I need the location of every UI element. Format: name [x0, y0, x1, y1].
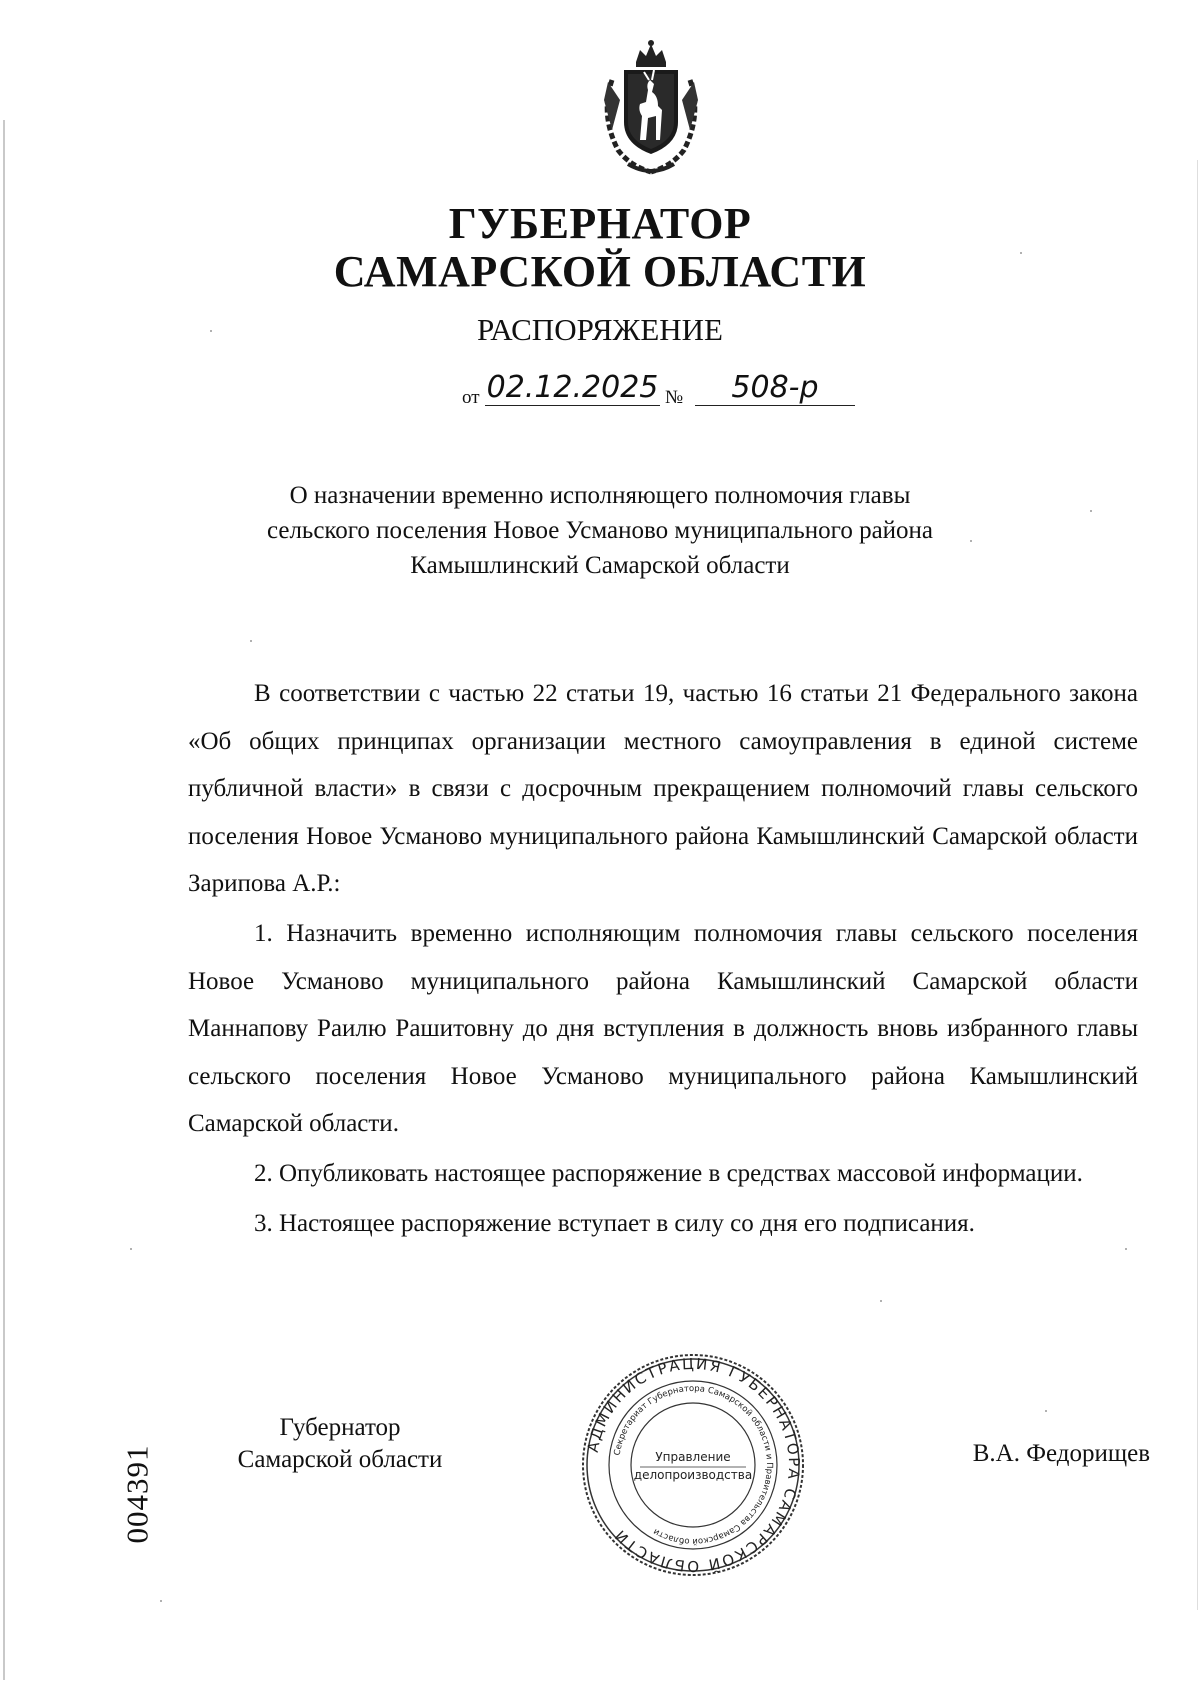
document-date: 02.12.2025 — [486, 370, 659, 405]
signatory-name: В.А. Федорищев — [972, 1440, 1150, 1467]
scan-speck — [210, 330, 212, 332]
stamp-center-line1: Управление — [655, 1450, 731, 1464]
scan-speck — [970, 540, 972, 542]
scan-edge-line-right — [1197, 160, 1198, 1610]
signatory-position-line2: Самарской области — [237, 1446, 443, 1473]
clause-2-paragraph: 2. Опубликовать настоящее распоряжение в средствах массовой информации. — [254, 1159, 1083, 1187]
scan-speck — [880, 1300, 882, 1302]
official-stamp — [578, 1350, 808, 1580]
scan-speck — [250, 640, 252, 642]
coat-of-arms-icon — [592, 40, 710, 178]
svg-text:Секретариат Губернатора Самарс — [613, 1384, 774, 1546]
preamble-paragraph: В соответствии с частью 22 статьи 19, частью 16 статьи 21 Федерального закона «Об общих принципах организации местного самоуправления в единой системе публичной власти» в связи с досрочным прекращением полномочий главы сельского поселения Новое Усманово муниципального района Камышлинский Самарской области Зарипова А.Р.: — [188, 680, 1138, 898]
clause-3-paragraph: 3. Настоящее распоряжение вступает в силу со дня его подписания. — [254, 1209, 975, 1237]
document-number: 508-р — [695, 370, 855, 406]
scan-speck — [1045, 1410, 1047, 1412]
scan-edge-line — [3, 120, 5, 1680]
scan-speck — [1020, 252, 1022, 254]
document-dateline — [450, 372, 870, 412]
scan-speck — [1125, 1248, 1127, 1250]
registration-number: 004391 — [119, 1444, 155, 1544]
authority-title-line2: САМАРСКОЙ ОБЛАСТИ — [333, 247, 867, 296]
scan-speck — [130, 1248, 132, 1250]
signatory-position-line1: Губернатор — [279, 1414, 401, 1441]
date-prefix-label: от — [462, 387, 480, 408]
clause-1-paragraph: 1. Назначить временно исполняющим полномочия главы сельского поселения Новое Усманово муниципального района Камышлинский Самарской области Маннапову Раилю Рашитовну до дня вступления в должность вновь избранного главы сельского поселения Новое Усманово муниципального района Камышлинский Самарской области. — [188, 919, 1138, 1138]
document-type: РАСПОРЯЖЕНИЕ — [477, 312, 723, 347]
stamp-center-line2: делопроизводства — [633, 1468, 753, 1482]
stamp-middle-text: Секретариат Губернатора Самарской области и Правительства Самарской области — [612, 1383, 775, 1547]
stamp-outer-text: АДМИНИСТРАЦИЯ ГУБЕРНАТОРА САМАРСКОЙ ОБЛАСТИ — [583, 1354, 804, 1576]
number-label: № — [665, 387, 684, 408]
signatory-position — [190, 1412, 490, 1476]
scan-speck — [1090, 510, 1092, 512]
scan-speck — [160, 1600, 162, 1602]
document-body — [188, 670, 1138, 1247]
authority-title-line1: ГУБЕРНАТОР — [448, 199, 752, 248]
document-subject: О назначении временно исполняющего полномочия главы сельского поселения Новое Усманово муниципального района Камышлинский Самарской области — [266, 482, 934, 579]
